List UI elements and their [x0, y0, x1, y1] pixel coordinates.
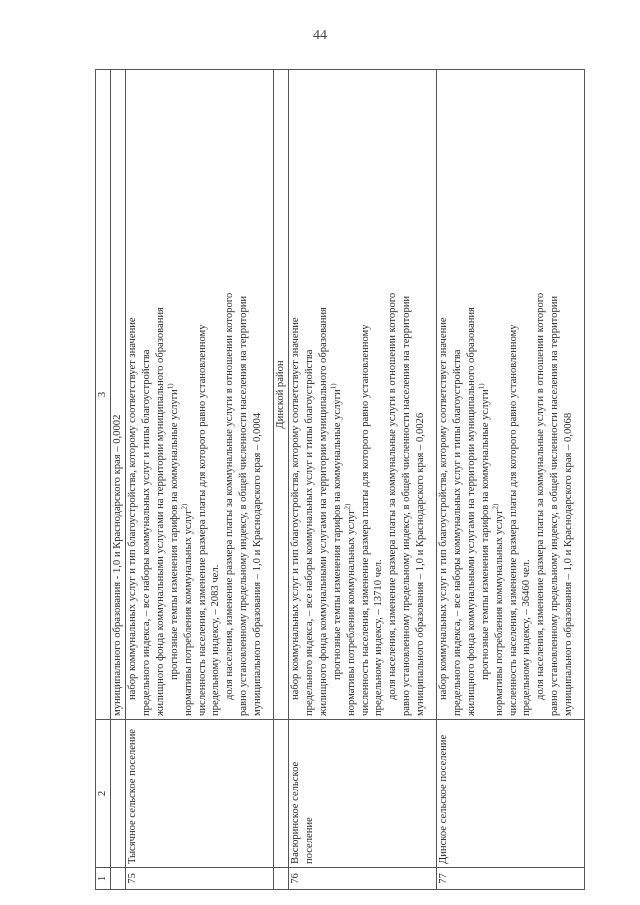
desc-line: численность населения, изменение размера платы для которого равно установленному: [196, 324, 208, 716]
settlement-description: [289, 70, 437, 720]
footnote-marker: 2): [343, 503, 352, 510]
municipal-table: [95, 69, 585, 890]
header-row: [96, 70, 111, 890]
desc-line: прогнозные темпы изменения тарифов на коммунальные услуги$^{1)}$: [477, 383, 491, 680]
desc-line: предельному индексу, – 13710 чел.: [373, 559, 385, 716]
desc-line: равно установленному предельному индексу, в общей численности населения на территории: [401, 295, 413, 716]
desc-line: доля населения, изменение размера платы за коммунальные услуги в отношении которого: [387, 292, 399, 700]
desc-line: доля населения, изменение размера платы за коммунальные услуги в отношении которого: [224, 292, 236, 700]
desc-line: нормативы потребления коммунальных услуг$^{2)}$: [180, 503, 194, 716]
header-col-2: 2: [96, 720, 111, 868]
footnote-marker: 1): [477, 383, 486, 390]
footnote-marker: 2): [180, 503, 189, 510]
desc-line: численность населения, изменение размера платы для которого равно установленному: [507, 324, 519, 716]
desc-line: жилищного фонда коммунальными услугами на территории муниципального образования: [154, 307, 166, 716]
desc-line: нормативы потребления коммунальных услуг$^{2)}$: [491, 503, 505, 716]
footnote-marker: 2): [491, 503, 500, 510]
desc-line: равно установленному предельному индексу, в общей численности населения на территории: [238, 295, 250, 716]
desc-line: предельного индекса, – все наборы коммунальных услуг и типы благоустройства: [303, 349, 315, 716]
settlement-description: [437, 70, 585, 720]
desc-line: прогнозные темпы изменения тарифов на коммунальные услуги$^{1)}$: [166, 383, 180, 680]
desc-line: набор коммунальных услуг и тип благоустройства, которому соответствует значение: [438, 317, 449, 700]
desc-line: равно установленному предельному индексу, в общей численности населения на территории: [549, 295, 561, 716]
desc-line: набор коммунальных услуг и тип благоустройства, которому соответствует значение: [127, 317, 138, 700]
continuation-text: муниципального образования - 1,0 и Краснодарского края – 0,0002: [111, 70, 126, 720]
desc-line: предельному индексу, – 2083 чел.: [210, 564, 222, 716]
settlement-name: Васюринское сельское поселение: [289, 720, 437, 868]
footnote-marker: 1): [166, 383, 175, 390]
desc-line: нормативы потребления коммунальных услуг$^{2)}$: [343, 503, 357, 716]
settlement-description: [126, 70, 274, 720]
rotated-table-wrapper: [95, 70, 585, 890]
continuation-row: [111, 70, 126, 890]
desc-line: предельного индекса, – все наборы коммунальных услуг и типы благоустройства: [140, 349, 152, 716]
table-row: [289, 70, 437, 890]
desc-line: прогнозные темпы изменения тарифов на коммунальные услуги$^{1)}$: [329, 383, 343, 680]
desc-line: жилищного фонда коммунальными услугами на территории муниципального образования: [317, 307, 329, 716]
table-row: [437, 70, 585, 890]
desc-line: муниципального образования – 1,0 и Краснодарского края – 0,0004: [252, 412, 264, 716]
row-number: 77: [437, 868, 585, 890]
page-number: 44: [313, 28, 327, 43]
settlement-name: Тысячное сельское поселение: [126, 720, 274, 868]
footnote-marker: 1): [329, 383, 338, 390]
settlement-name: Динское сельское поселение: [437, 720, 585, 868]
desc-line: муниципального образования – 1,0 и Краснодарского края – 0,0068: [563, 412, 575, 716]
header-col-1: 1: [96, 868, 111, 890]
desc-line: предельного индекса, – все наборы коммунальных услуг и типы благоустройства: [451, 349, 463, 716]
district-title: Динской район: [274, 70, 289, 720]
district-row: [274, 70, 289, 890]
row-number: 75: [126, 868, 274, 890]
desc-line: доля населения, изменение размера платы за коммунальные услуги в отношении которого: [535, 292, 547, 700]
desc-line: жилищного фонда коммунальными услугами на территории муниципального образования: [465, 307, 477, 716]
desc-line: численность населения, изменение размера платы для которого равно установленному: [359, 324, 371, 716]
desc-line: муниципального образования – 1,0 и Краснодарского края – 0,0026: [415, 412, 427, 716]
row-number: 76: [289, 868, 437, 890]
desc-line: предельному индексу, – 36460 чел.: [521, 559, 533, 716]
desc-line: набор коммунальных услуг и тип благоустройства, которому соответствует значение: [290, 317, 301, 700]
header-col-3: 3: [96, 70, 111, 720]
table-row: [126, 70, 274, 890]
